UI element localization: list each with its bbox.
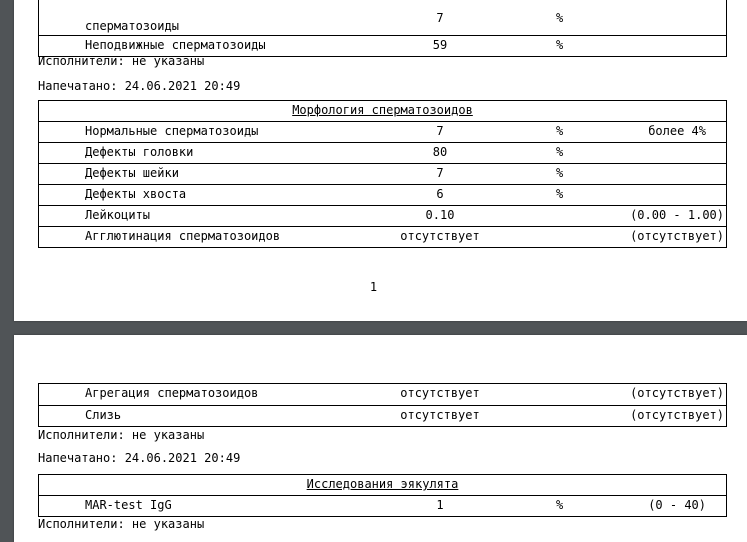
results-table (38, 383, 727, 427)
document-page-2 (14, 335, 747, 542)
page-number: 1 (369, 280, 378, 294)
row-value: 7 (436, 166, 444, 180)
table-title-text: Исследования эякулята (306, 477, 459, 491)
table-row (39, 226, 726, 247)
printed-text: Напечатано: 24.06.2021 20:49 (38, 451, 241, 465)
row-name: Нормальные сперматозоиды (85, 124, 259, 138)
table-title (39, 101, 726, 121)
ejaculate-table (38, 474, 727, 517)
executors-text: Исполнители: не указаны (38, 428, 205, 442)
executors-text-2: Исполнители: не указаны (38, 517, 205, 531)
table-title-text: Морфология сперматозоидов (292, 103, 473, 117)
row-ref: (0 - 40) (648, 498, 706, 512)
row-unit: % (556, 38, 564, 52)
row-value: 59 (432, 38, 448, 52)
table-row (39, 0, 726, 35)
row-ref: (отсутствует) (630, 386, 724, 400)
row-value: отсутствует (400, 229, 480, 243)
row-value: 1 (436, 498, 444, 512)
row-name: Агрегация сперматозоидов (85, 386, 259, 400)
row-unit: % (556, 124, 564, 138)
row-value: 80 (432, 145, 448, 159)
row-unit: % (556, 145, 564, 159)
table-row (39, 205, 726, 226)
table-row (39, 142, 726, 163)
row-name: Дефекты головки (85, 145, 194, 159)
table-row (39, 384, 726, 405)
row-name: Агглютинация сперматозоидов (85, 229, 281, 243)
executors-text: Исполнители: не указаны (38, 54, 205, 68)
row-unit: % (556, 498, 564, 512)
row-ref: (отсутствует) (630, 408, 724, 422)
row-name: сперматозоиды (85, 19, 179, 33)
row-ref: более 4% (648, 124, 706, 138)
row-value: 6 (436, 187, 444, 201)
row-name: Неподвижные сперматозоиды (85, 38, 266, 52)
printed-text: Напечатано: 24.06.2021 20:49 (38, 79, 241, 93)
table-row (39, 495, 726, 516)
table-row (39, 35, 726, 56)
row-name: Дефекты шейки (85, 166, 179, 180)
row-unit: % (556, 166, 564, 180)
row-value: отсутствует (400, 408, 480, 422)
table-row (39, 121, 726, 142)
row-name: Лейкоциты (85, 208, 151, 222)
table-row (39, 405, 726, 426)
table-row (39, 163, 726, 184)
row-value: 0.10 (425, 208, 455, 222)
document-page-1 (14, 0, 747, 321)
table-title (39, 475, 726, 495)
row-value: 7 (436, 11, 444, 25)
row-name: Слизь (85, 408, 122, 422)
table-row (39, 184, 726, 205)
row-unit: % (556, 187, 564, 201)
row-ref: (отсутствует) (630, 229, 724, 243)
row-name: Дефекты хвоста (85, 187, 187, 201)
row-unit: % (556, 11, 564, 25)
results-table-top (38, 0, 727, 57)
row-value: отсутствует (400, 386, 480, 400)
row-value: 7 (436, 124, 444, 138)
morphology-table (38, 100, 727, 248)
row-name: MAR-test IgG (85, 498, 172, 512)
row-ref: (0.00 - 1.00) (630, 208, 724, 222)
